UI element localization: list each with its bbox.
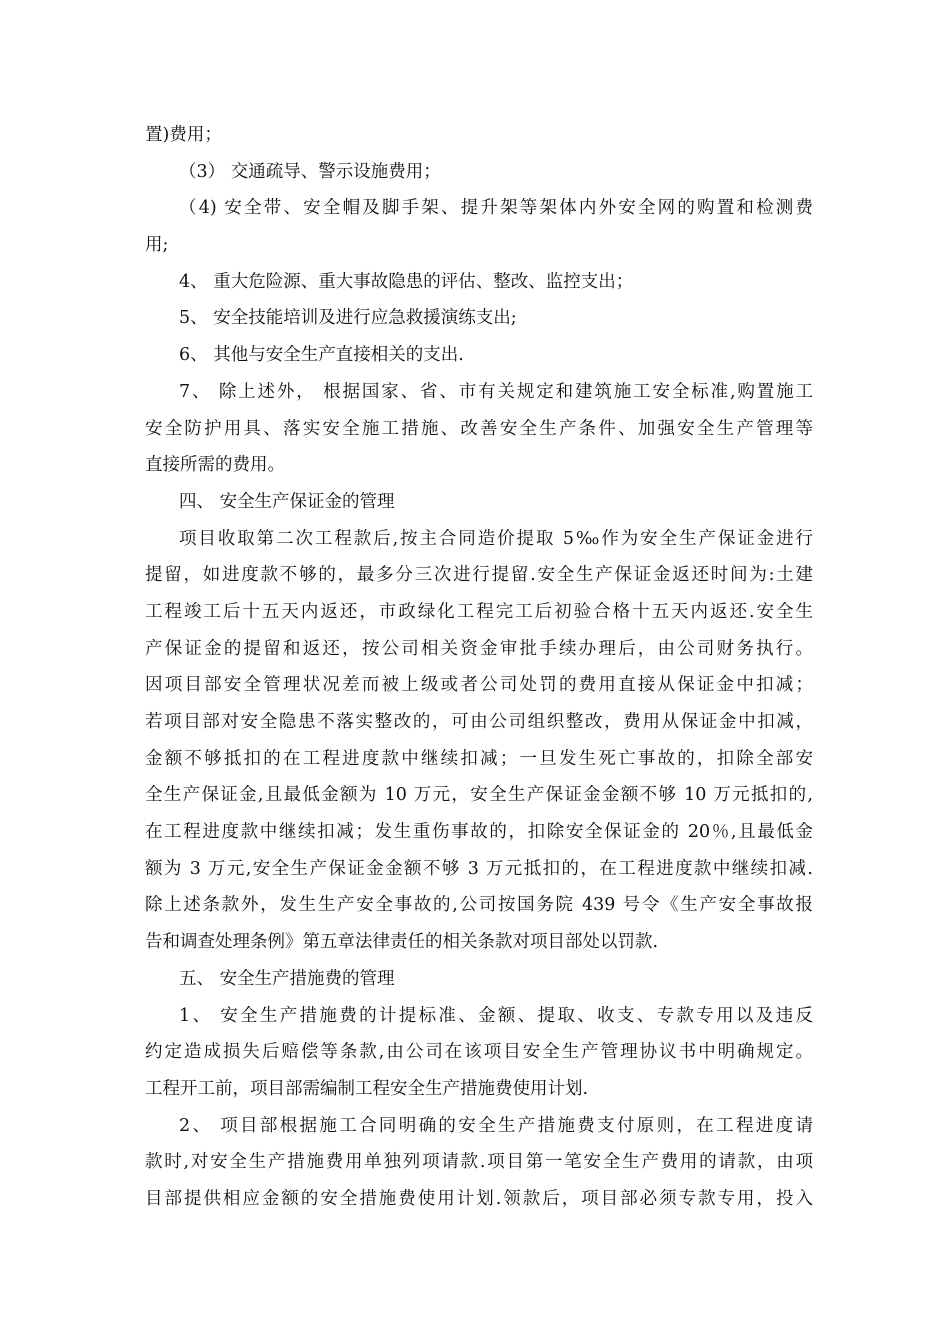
- text-line: 约定造成损失后赔偿等条款,由公司在该项目安全生产管理协议书中明确规定。: [145, 1042, 813, 1063]
- text-line: 工程竣工后十五天内返还，市政绿化工程完工后初验合格十五天内返还.安全生: [145, 601, 813, 622]
- text-line: （3） 交通疏导、警示设施费用；: [179, 161, 441, 182]
- text-line: 除上述条款外，发生生产安全事故的,公司按国务院 439 号令《生产安全事故报: [145, 895, 813, 916]
- text-line: 用;: [145, 235, 169, 256]
- text-line: 在工程进度款中继续扣减；发生重伤事故的，扣除安全保证金的 20％,且最低金: [145, 822, 813, 843]
- text-line: 6、 其他与安全生产直接相关的支出.: [179, 345, 464, 366]
- text-line: 告和调查处理条例》第五章法律责任的相关条款对项目部处以罚款.: [145, 932, 659, 953]
- text-line: 4、 重大危险源、重大事故隐患的评估、整改、监控支出；: [179, 271, 634, 292]
- text-line: 款时,对安全生产措施费用单独列项请款.项目第一笔安全生产费用的请款，由项: [145, 1152, 813, 1173]
- text-line: 置)费用；: [145, 125, 222, 145]
- document-page: [145, 117, 813, 1218]
- text-line: （4) 安全带、安全帽及脚手架、提升架等架体内外安全网的购置和检测费: [179, 198, 813, 219]
- text-line: 五、 安全生产措施费的管理: [179, 968, 395, 989]
- text-line: 若项目部对安全隐患不落实整改的，可由公司组织整改，费用从保证金中扣减，: [145, 712, 813, 732]
- text-line: 全生产保证金,且最低金额为 10 万元，安全生产保证金金额不够 10 万元抵扣的,: [145, 785, 813, 806]
- text-line: 直接所需的费用。: [145, 455, 285, 476]
- text-line: 1、 安全生产措施费的计提标准、金额、提取、收支、专款专用以及违反: [179, 1005, 813, 1026]
- text-line: 四、 安全生产保证金的管理: [179, 491, 395, 512]
- text-line: 产保证金的提留和返还，按公司相关资金审批手续办理后，由公司财务执行。: [145, 638, 813, 659]
- text-line: 项目收取第二次工程款后,按主合同造价提取 5‰作为安全生产保证金进行: [179, 528, 813, 549]
- text-line: 额为 3 万元,安全生产保证金金额不够 3 万元抵扣的，在工程进度款中继续扣减.: [145, 858, 813, 879]
- text-line: 金额不够抵扣的在工程进度款中继续扣减；一旦发生死亡事故的，扣除全部安: [145, 748, 813, 769]
- text-line: 提留，如进度款不够的，最多分三次进行提留.安全生产保证金返还时间为:土建: [145, 565, 813, 586]
- text-line: 工程开工前，项目部需编制工程安全生产措施费使用计划.: [145, 1078, 589, 1099]
- text-line: 目部提供相应金额的安全措施费使用计划.领款后，项目部必须专款专用，投入: [145, 1188, 813, 1209]
- text-line: 安全防护用具、落实安全施工措施、改善安全生产条件、加强安全生产管理等: [145, 418, 813, 439]
- text-line: 5、 安全技能培训及进行应急救援演练支出;: [179, 308, 517, 329]
- text-line: 因项目部安全管理状况差而被上级或者公司处罚的费用直接从保证金中扣减；: [145, 675, 813, 696]
- text-line: 2、 项目部根据施工合同明确的安全生产措施费支付原则，在工程进度请: [179, 1115, 813, 1136]
- text-line: 7、 除上述外， 根据国家、省、市有关规定和建筑施工安全标准,购置施工: [179, 381, 813, 402]
